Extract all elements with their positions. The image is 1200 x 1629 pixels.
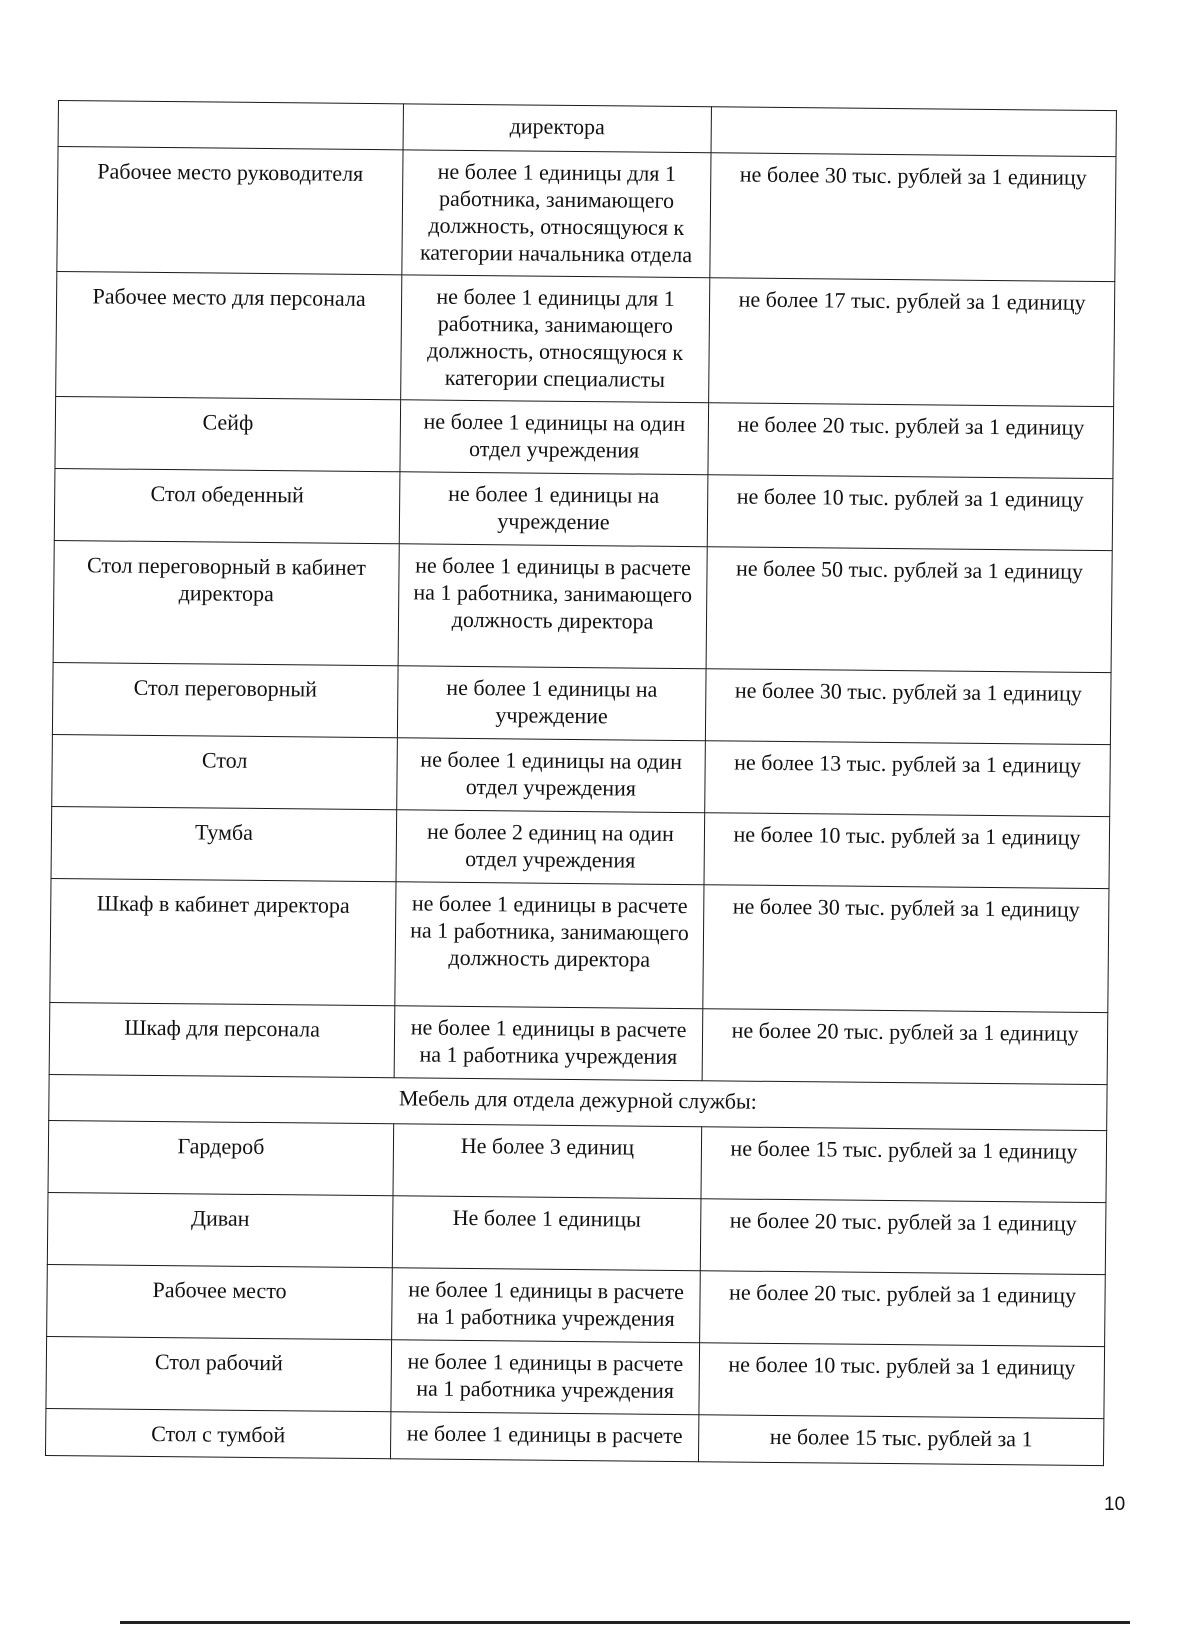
quantity-cell: не более 1 единицы на один отдел учреждения	[397, 738, 706, 813]
page-number: 10	[1104, 1494, 1126, 1515]
quantity-cell: Не более 1 единицы	[392, 1196, 701, 1271]
quantity-cell: не более 1 единицы на один отдел учреждения	[400, 400, 709, 475]
item-name-cell: Стол	[52, 734, 398, 809]
item-name-cell: Сейф	[55, 396, 401, 471]
section-header: Мебель для отдела дежурной службы:	[49, 1074, 1107, 1130]
price-cell: не более 30 тыс. рублей за 1 единицу	[703, 885, 1109, 1013]
price-cell: не более 15 тыс. рублей за 1	[698, 1415, 1103, 1466]
item-name-cell: Шкаф для персонала	[49, 1002, 395, 1077]
quantity-cell: не более 1 единицы в расчете на 1 работника учреждения	[392, 1268, 701, 1343]
price-cell: не более 30 тыс. рублей за 1 единицу	[710, 153, 1116, 282]
item-name-cell: Стол обеденный	[54, 468, 400, 543]
quantity-cell: не более 1 единицы на учреждение	[397, 666, 706, 741]
table-row	[52, 734, 1111, 816]
item-name-cell	[58, 101, 403, 150]
table-row	[47, 1192, 1106, 1274]
item-name-cell: Стол рабочий	[46, 1336, 392, 1411]
table-row	[53, 540, 1112, 672]
price-cell: не более 10 тыс. рублей за 1 единицу	[699, 1343, 1105, 1419]
item-name-cell: Тумба	[51, 806, 397, 881]
item-name-cell: Стол переговорный	[52, 662, 398, 737]
table-row	[54, 468, 1113, 550]
item-name-cell: Гардероб	[48, 1120, 394, 1195]
table-row	[47, 1264, 1106, 1346]
item-name-cell: Стол с тумбой	[45, 1408, 390, 1458]
table-row	[49, 1002, 1108, 1084]
quantity-cell: не более 1 единицы для 1 работника, занимающего должность, относящуюся к категории начальника отдела	[402, 150, 711, 278]
quantity-cell: не более 1 единицы в расчете на 1 работника учреждения	[394, 1006, 703, 1081]
price-cell: не более 10 тыс. рублей за 1 единицу	[707, 475, 1113, 551]
quantity-cell: не более 1 единицы в расчете на 1 работника, занимающего должность директора	[398, 544, 707, 669]
quantity-cell: не более 1 единицы для 1 работника, занимающего должность, относящуюся к категории специалисты	[401, 275, 710, 403]
furniture-norms-table	[45, 100, 1117, 1466]
item-name-cell: Рабочее место руководителя	[57, 147, 403, 275]
price-cell: не более 30 тыс. рублей за 1 единицу	[705, 669, 1111, 745]
price-cell: не более 17 тыс. рублей за 1 единицу	[709, 278, 1115, 407]
quantity-cell: не более 1 единицы в расчете	[390, 1412, 698, 1462]
price-cell: не более 10 тыс. рублей за 1 единицу	[704, 813, 1110, 889]
table-row	[57, 147, 1116, 282]
scan-edge-line	[120, 1621, 1130, 1624]
item-name-cell: Рабочее место	[47, 1264, 393, 1339]
quantity-cell: Не более 3 единиц	[393, 1124, 702, 1199]
price-cell: не более 15 тыс. рублей за 1 единицу	[701, 1127, 1107, 1203]
quantity-cell: директора	[403, 104, 711, 153]
table-row	[50, 878, 1109, 1012]
quantity-cell: не более 1 единицы на учреждение	[399, 472, 708, 547]
price-cell: не более 20 тыс. рублей за 1 единицу	[700, 1271, 1106, 1347]
table-row	[48, 1120, 1107, 1202]
price-cell: не более 20 тыс. рублей за 1 единицу	[700, 1199, 1106, 1275]
item-name-cell: Стол переговорный в кабинет директора	[53, 540, 399, 665]
item-name-cell: Диван	[47, 1192, 393, 1267]
price-cell: не более 13 тыс. рублей за 1 единицу	[705, 741, 1111, 817]
table-row	[51, 806, 1110, 888]
quantity-cell: не более 1 единицы в расчете на 1 работника, занимающего должность директора	[395, 882, 704, 1009]
item-name-cell: Шкаф в кабинет директора	[50, 878, 396, 1005]
table-row	[55, 396, 1114, 478]
table-row	[46, 1336, 1105, 1418]
item-name-cell: Рабочее место для персонала	[56, 271, 402, 399]
price-cell: не более 50 тыс. рублей за 1 единицу	[706, 547, 1112, 673]
table-row	[56, 271, 1115, 406]
table-row	[52, 662, 1111, 744]
price-cell	[711, 107, 1116, 157]
price-cell: не более 20 тыс. рублей за 1 единицу	[708, 403, 1114, 479]
quantity-cell: не более 1 единицы в расчете на 1 работника учреждения	[391, 1340, 700, 1415]
price-cell: не более 20 тыс. рублей за 1 единицу	[702, 1009, 1108, 1085]
quantity-cell: не более 2 единиц на один отдел учреждения	[396, 810, 705, 885]
table-row	[45, 1408, 1103, 1465]
